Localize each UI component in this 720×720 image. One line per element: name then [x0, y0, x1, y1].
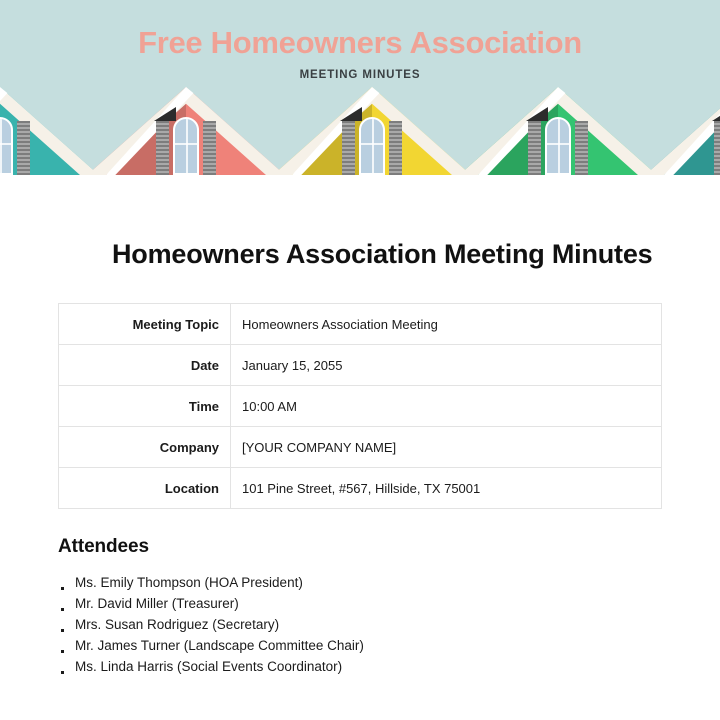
shutter-right-icon [389, 121, 402, 175]
info-label-time: Time [59, 386, 231, 427]
info-value-meeting-topic: Homeowners Association Meeting [231, 304, 662, 345]
shutter-left-icon [714, 121, 720, 175]
page-banner [0, 0, 720, 175]
arched-window-icon [173, 117, 199, 175]
info-value-date: January 15, 2055 [231, 345, 662, 386]
shutter-right-icon [17, 121, 30, 175]
shutter-left-icon [342, 121, 355, 175]
shutter-left-icon [528, 121, 541, 175]
list-item: Ms. Emily Thompson (HOA President) [58, 572, 662, 593]
page-title: Homeowners Association Meeting Minutes [112, 239, 653, 269]
shutter-right-icon [575, 121, 588, 175]
house-salmon [93, 87, 279, 175]
house-green [465, 87, 651, 175]
banner-subtitle: MEETING MINUTES [299, 69, 421, 81]
table-row [59, 304, 662, 345]
arched-window-icon [0, 117, 13, 175]
info-value-time: 10:00 AM [231, 386, 662, 427]
attendees-list [58, 572, 662, 677]
info-label-company: Company [59, 427, 231, 468]
shutter-right-icon [203, 121, 216, 175]
arched-window-icon [545, 117, 571, 175]
house-teal [0, 87, 93, 175]
house-illustration [0, 87, 720, 175]
table-row [59, 386, 662, 427]
list-item: Ms. Linda Harris (Social Events Coordinator) [58, 656, 662, 677]
table-row [59, 427, 662, 468]
list-item: Mr. David Miller (Treasurer) [58, 593, 662, 614]
arched-window-icon [359, 117, 385, 175]
document-body [0, 237, 720, 677]
house-yellow [279, 87, 465, 175]
list-item: Mr. James Turner (Landscape Committee Chair) [58, 635, 662, 656]
info-value-location: 101 Pine Street, #567, Hillside, TX 75001 [231, 468, 662, 509]
list-item: Mrs. Susan Rodriguez (Secretary) [58, 614, 662, 635]
attendees-heading: Attendees [58, 536, 149, 558]
shutter-left-icon [156, 121, 169, 175]
info-label-meeting-topic: Meeting Topic [59, 304, 231, 345]
banner-title: Free Homeowners Association [138, 25, 582, 60]
info-label-location: Location [59, 468, 231, 509]
table-row [59, 468, 662, 509]
info-label-date: Date [59, 345, 231, 386]
info-value-company: [YOUR COMPANY NAME] [231, 427, 662, 468]
table-row [59, 345, 662, 386]
meeting-info-table [58, 303, 662, 509]
house-teal-edge [651, 87, 720, 175]
